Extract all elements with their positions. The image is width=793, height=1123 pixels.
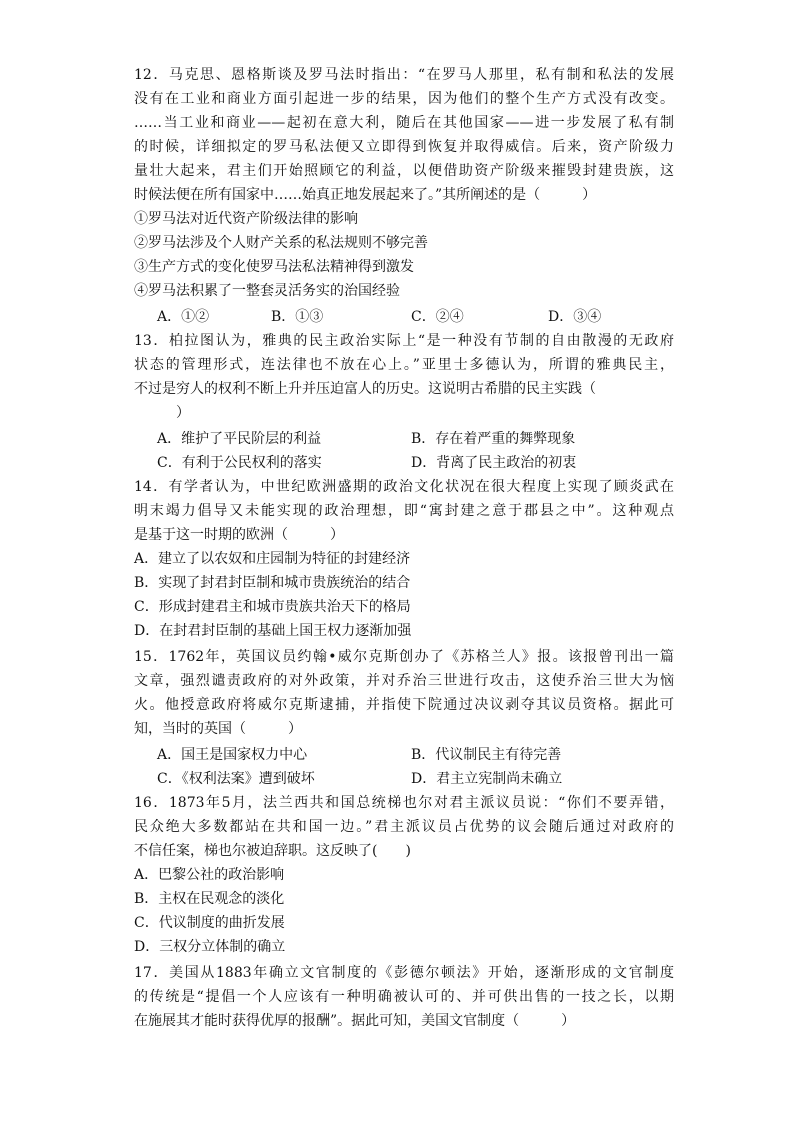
q13-stem-line: 状态的管理形式，连法律也不放在心上。”亚里士多德认为，所谓的雅典民主， xyxy=(134,357,674,373)
q17-stem-line: 17．美国从1883年确立文官制度的《彭德尔顿法》开始，逐渐形成的文官制度 xyxy=(134,965,674,981)
q14-option-a[interactable]: A．建立了以农奴和庄园制为特征的封建经济 xyxy=(134,551,411,567)
q12-stem-line: 时候法便在所有国家中……始真正地发展起来了。”其所阐述的是（ ） xyxy=(134,187,597,203)
q12-statement: ④罗马法积累了一整套灵活务实的治国经验 xyxy=(134,283,400,299)
q12-statement: ③生产方式的变化使罗马法私法精神得到激发 xyxy=(134,259,414,275)
q16-option-b[interactable]: B．主权在民观念的淡化 xyxy=(134,891,285,907)
q12-option-d[interactable]: D．③④ xyxy=(548,309,602,325)
q15-option-b[interactable]: B．代议制民主有待完善 xyxy=(411,747,562,763)
q13-option-a[interactable]: A．维护了平民阶层的利益 xyxy=(157,431,322,447)
q12-option-a[interactable]: A．①② xyxy=(157,309,210,325)
q15-stem-line: 知，当时的英国（ ） xyxy=(134,721,302,737)
q12-stem-line: 的时候，详细拟定的罗马私法便又立即得到恢复并取得威信。后来，资产阶级力 xyxy=(134,139,674,155)
q12-stem-line: 12．马克思、恩格斯谈及罗马法时指出：“在罗马人那里，私有制和私法的发展 xyxy=(134,67,674,83)
q12-statement: ①罗马法对近代资产阶级法律的影响 xyxy=(134,211,358,227)
q14-option-b[interactable]: B．实现了封君封臣制和城市贵族统治的结合 xyxy=(134,575,411,591)
q15-option-c[interactable]: C．《权利法案》遭到破坏 xyxy=(157,771,315,787)
q13-option-d[interactable]: D．背离了民主政治的初衷 xyxy=(411,455,577,471)
q12-stem-line: 没有在工业和商业方面引起进一步的结果，因为他们的整个生产方式没有改变。 xyxy=(134,91,674,107)
q12-stem-line: ……当工业和商业——起初在意大利，随后在其他国家——进一步发展了私有制 xyxy=(134,115,674,131)
q13-option-c[interactable]: C．有利于公民权利的落实 xyxy=(157,455,322,471)
q13-stem-line: 13．柏拉图认为，雅典的民主政治实际上“是一种没有节制的自由散漫的无政府 xyxy=(134,333,674,349)
q14-stem-line: 14．有学者认为，中世纪欧洲盛期的政治文化状况在很大程度上实现了顾炎武在 xyxy=(134,479,674,495)
q16-stem-line: 民众绝大多数都站在共和国一边。”君主派议员占优势的议会随后通过对政府的 xyxy=(134,819,674,835)
q15-option-d[interactable]: D．君主立宪制尚未确立 xyxy=(411,771,563,787)
q12-statement: ②罗马法涉及个人财产关系的私法规则不够完善 xyxy=(134,235,428,251)
q12-option-c[interactable]: C．②④ xyxy=(411,309,464,325)
q12-stem-line: 量壮大起来，君主们开始照顾它的利益，以便借助资产阶级来摧毁封建贵族，这 xyxy=(134,163,674,179)
q12-option-b[interactable]: B．①③ xyxy=(271,309,324,325)
q15-stem-line: 15．1762年，英国议员约翰•威尔克斯创办了《苏格兰人》报。该报曾刊出一篇 xyxy=(134,649,674,665)
q15-stem-line: 火。他授意政府将威尔克斯逮捕，并指使下院通过决议剥夺其议员资格。据此可 xyxy=(134,697,674,713)
q15-option-a[interactable]: A．国王是国家权力中心 xyxy=(157,747,308,763)
q13-stem-line: 不过是穷人的权利不断上升并压迫富人的历史。这说明古希腊的民主实践（ xyxy=(134,381,596,397)
q14-stem-line: 明末竭力倡导又未能实现的政治理想，即“寓封建之意于郡县之中”。这种观点 xyxy=(134,503,674,519)
q14-option-c[interactable]: C．形成封建君主和城市贵族共治天下的格局 xyxy=(134,599,411,615)
q16-option-d[interactable]: D．三权分立体制的确立 xyxy=(134,939,286,955)
q16-option-a[interactable]: A．巴黎公社的政治影响 xyxy=(134,867,285,883)
q13-stem-line: ） xyxy=(176,405,190,421)
q15-stem-line: 文章，强烈谴责政府的对外政策，并对乔治三世进行攻击，这使乔治三世大为恼 xyxy=(134,673,674,689)
q17-stem-line: 的传统是“提倡一个人应该有一种明确被认可的、并可供出售的一技之长，以期 xyxy=(134,989,674,1005)
q13-option-b[interactable]: B．存在着严重的舞弊现象 xyxy=(411,431,576,447)
q16-stem-line: 16．1873年5月，法兰西共和国总统梯也尔对君主派议员说：“你们不要弄错， xyxy=(134,795,674,811)
q14-option-d[interactable]: D．在封君封臣制的基础上国王权力逐渐加强 xyxy=(134,623,412,639)
q16-stem-line: 不信任案，梯也尔被迫辞职。这反映了( ) xyxy=(134,843,411,859)
q16-option-c[interactable]: C．代议制度的曲折发展 xyxy=(134,915,285,931)
q14-stem-line: 是基于这一时期的欧洲（ ） xyxy=(134,527,344,543)
q17-stem-line: 在施展其才能时获得优厚的报酬”。据此可知，美国文官制度（ ） xyxy=(134,1013,576,1029)
